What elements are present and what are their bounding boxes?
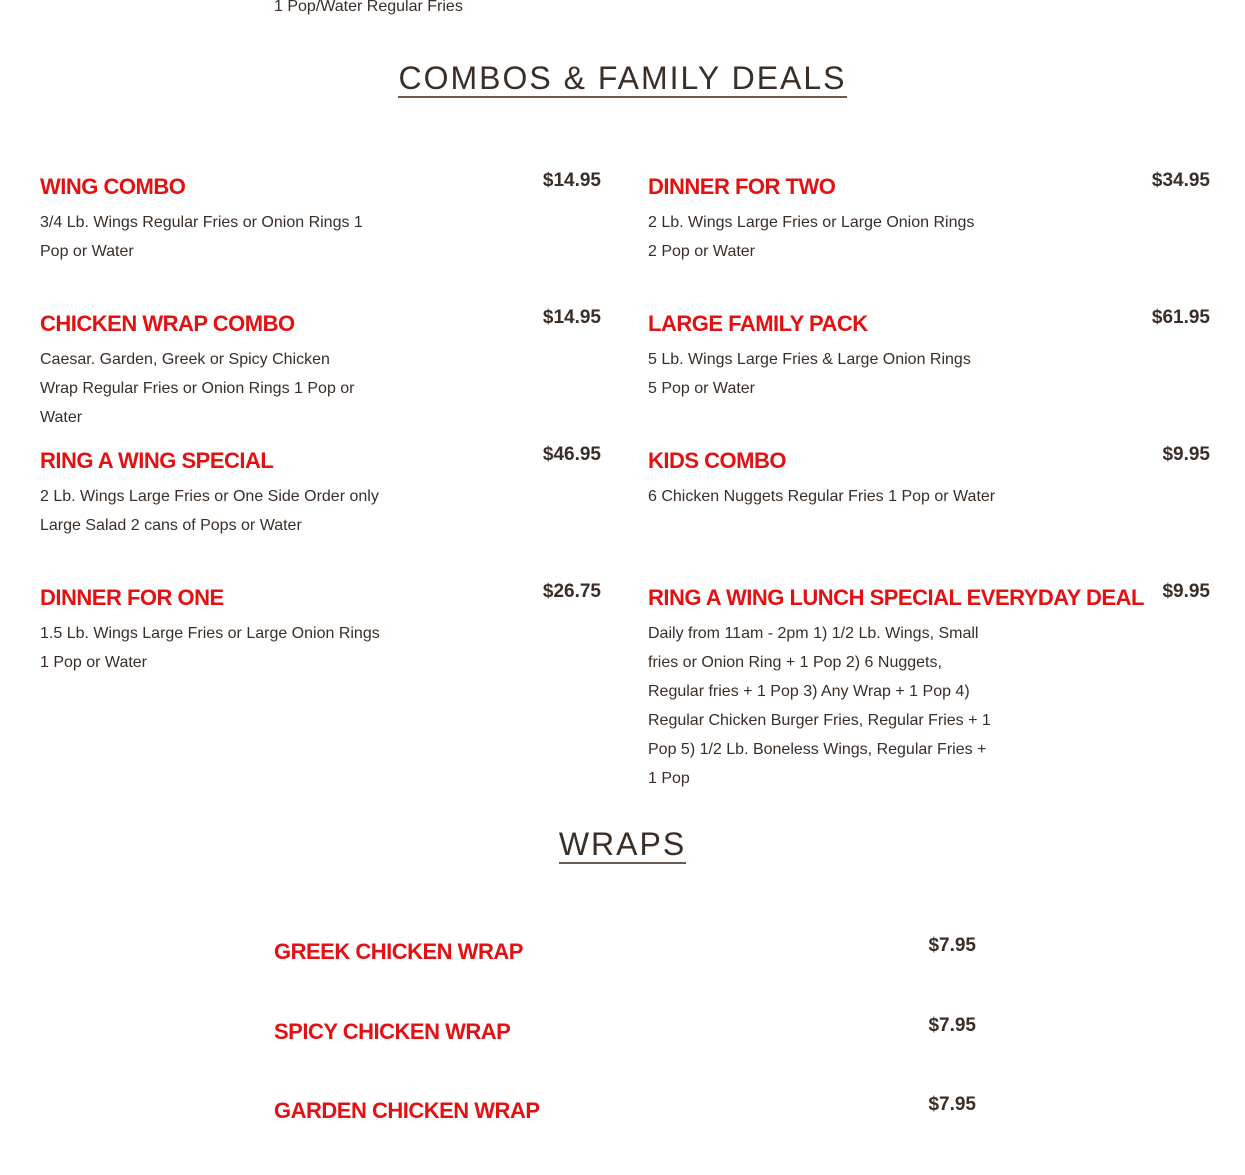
menu-item-description: 2 Lb. Wings Large Fries or Large Onion Rings 2 Pop or Water	[648, 214, 975, 260]
menu-item-description: 5 Lb. Wings Large Fries & Large Onion Rings 5 Pop or Water	[648, 351, 971, 397]
menu-item-price: $7.95	[928, 935, 976, 956]
previous-item-description: 1 Pop/Water Regular Fries	[274, 0, 463, 15]
menu-item-price: $61.95	[1151, 307, 1210, 328]
menu-item-name: WING COMBO	[40, 174, 186, 199]
menu-item-description: Caesar. Garden, Greek or Spicy Chicken Wrap Regular Fries or Onion Rings 1 Pop or Water	[40, 351, 355, 426]
menu-item-price: $14.95	[542, 170, 601, 191]
menu-item-price: $14.95	[542, 307, 601, 328]
wraps-section-heading: WRAPS	[558, 826, 687, 862]
menu-item-price: $26.75	[542, 581, 601, 602]
menu-item-price: $34.95	[1151, 170, 1210, 191]
menu-item-name: DINNER FOR TWO	[648, 174, 836, 199]
menu-item-description: Daily from 11am - 2pm 1) 1/2 Lb. Wings, Small fries or Onion Ring + 1 Pop 2) 6 Nuggets, Regular fries + 1 Pop 3) Any Wrap + 1 Pop 4) Regular Chicken Burger Fries, Regular Fries + 1 Pop 5) 1/2 Lb. Boneless Wings, Regular Fries + 1 Pop	[648, 625, 991, 787]
menu-item-name: DINNER FOR ONE	[40, 585, 224, 610]
menu-item-description: 6 Chicken Nuggets Regular Fries 1 Pop or Water	[648, 488, 996, 505]
menu-item-price: $7.95	[928, 1015, 976, 1036]
menu-item-description: 1.5 Lb. Wings Large Fries or Large Onion Rings 1 Pop or Water	[40, 625, 380, 671]
menu-item-description: 3/4 Lb. Wings Regular Fries or Onion Rings 1 Pop or Water	[40, 214, 363, 260]
menu-item-name: GREEK CHICKEN WRAP	[274, 939, 523, 964]
menu-item-name: RING A WING SPECIAL	[40, 448, 274, 473]
menu-item-name: RING A WING LUNCH SPECIAL EVERYDAY DEAL	[648, 585, 1144, 610]
menu-item-name: CHICKEN WRAP COMBO	[40, 311, 295, 336]
combos-section-heading: COMBOS & FAMILY DEALS	[398, 60, 847, 96]
menu-item-name: LARGE FAMILY PACK	[648, 311, 868, 336]
menu-item-price: $7.95	[928, 1094, 976, 1115]
menu-item-description: 2 Lb. Wings Large Fries or One Side Order only Large Salad 2 cans of Pops or Water	[40, 488, 379, 534]
menu-item-price: $9.95	[1162, 581, 1210, 602]
combos-section-title	[0, 60, 1245, 98]
menu-item-name: KIDS COMBO	[648, 448, 786, 473]
menu-item-price: $46.95	[542, 444, 601, 465]
wraps-section-title	[0, 826, 1245, 864]
menu-item-name: SPICY CHICKEN WRAP	[274, 1019, 511, 1044]
menu-item-name: GARDEN CHICKEN WRAP	[274, 1098, 540, 1123]
menu-item-price: $9.95	[1162, 444, 1210, 465]
